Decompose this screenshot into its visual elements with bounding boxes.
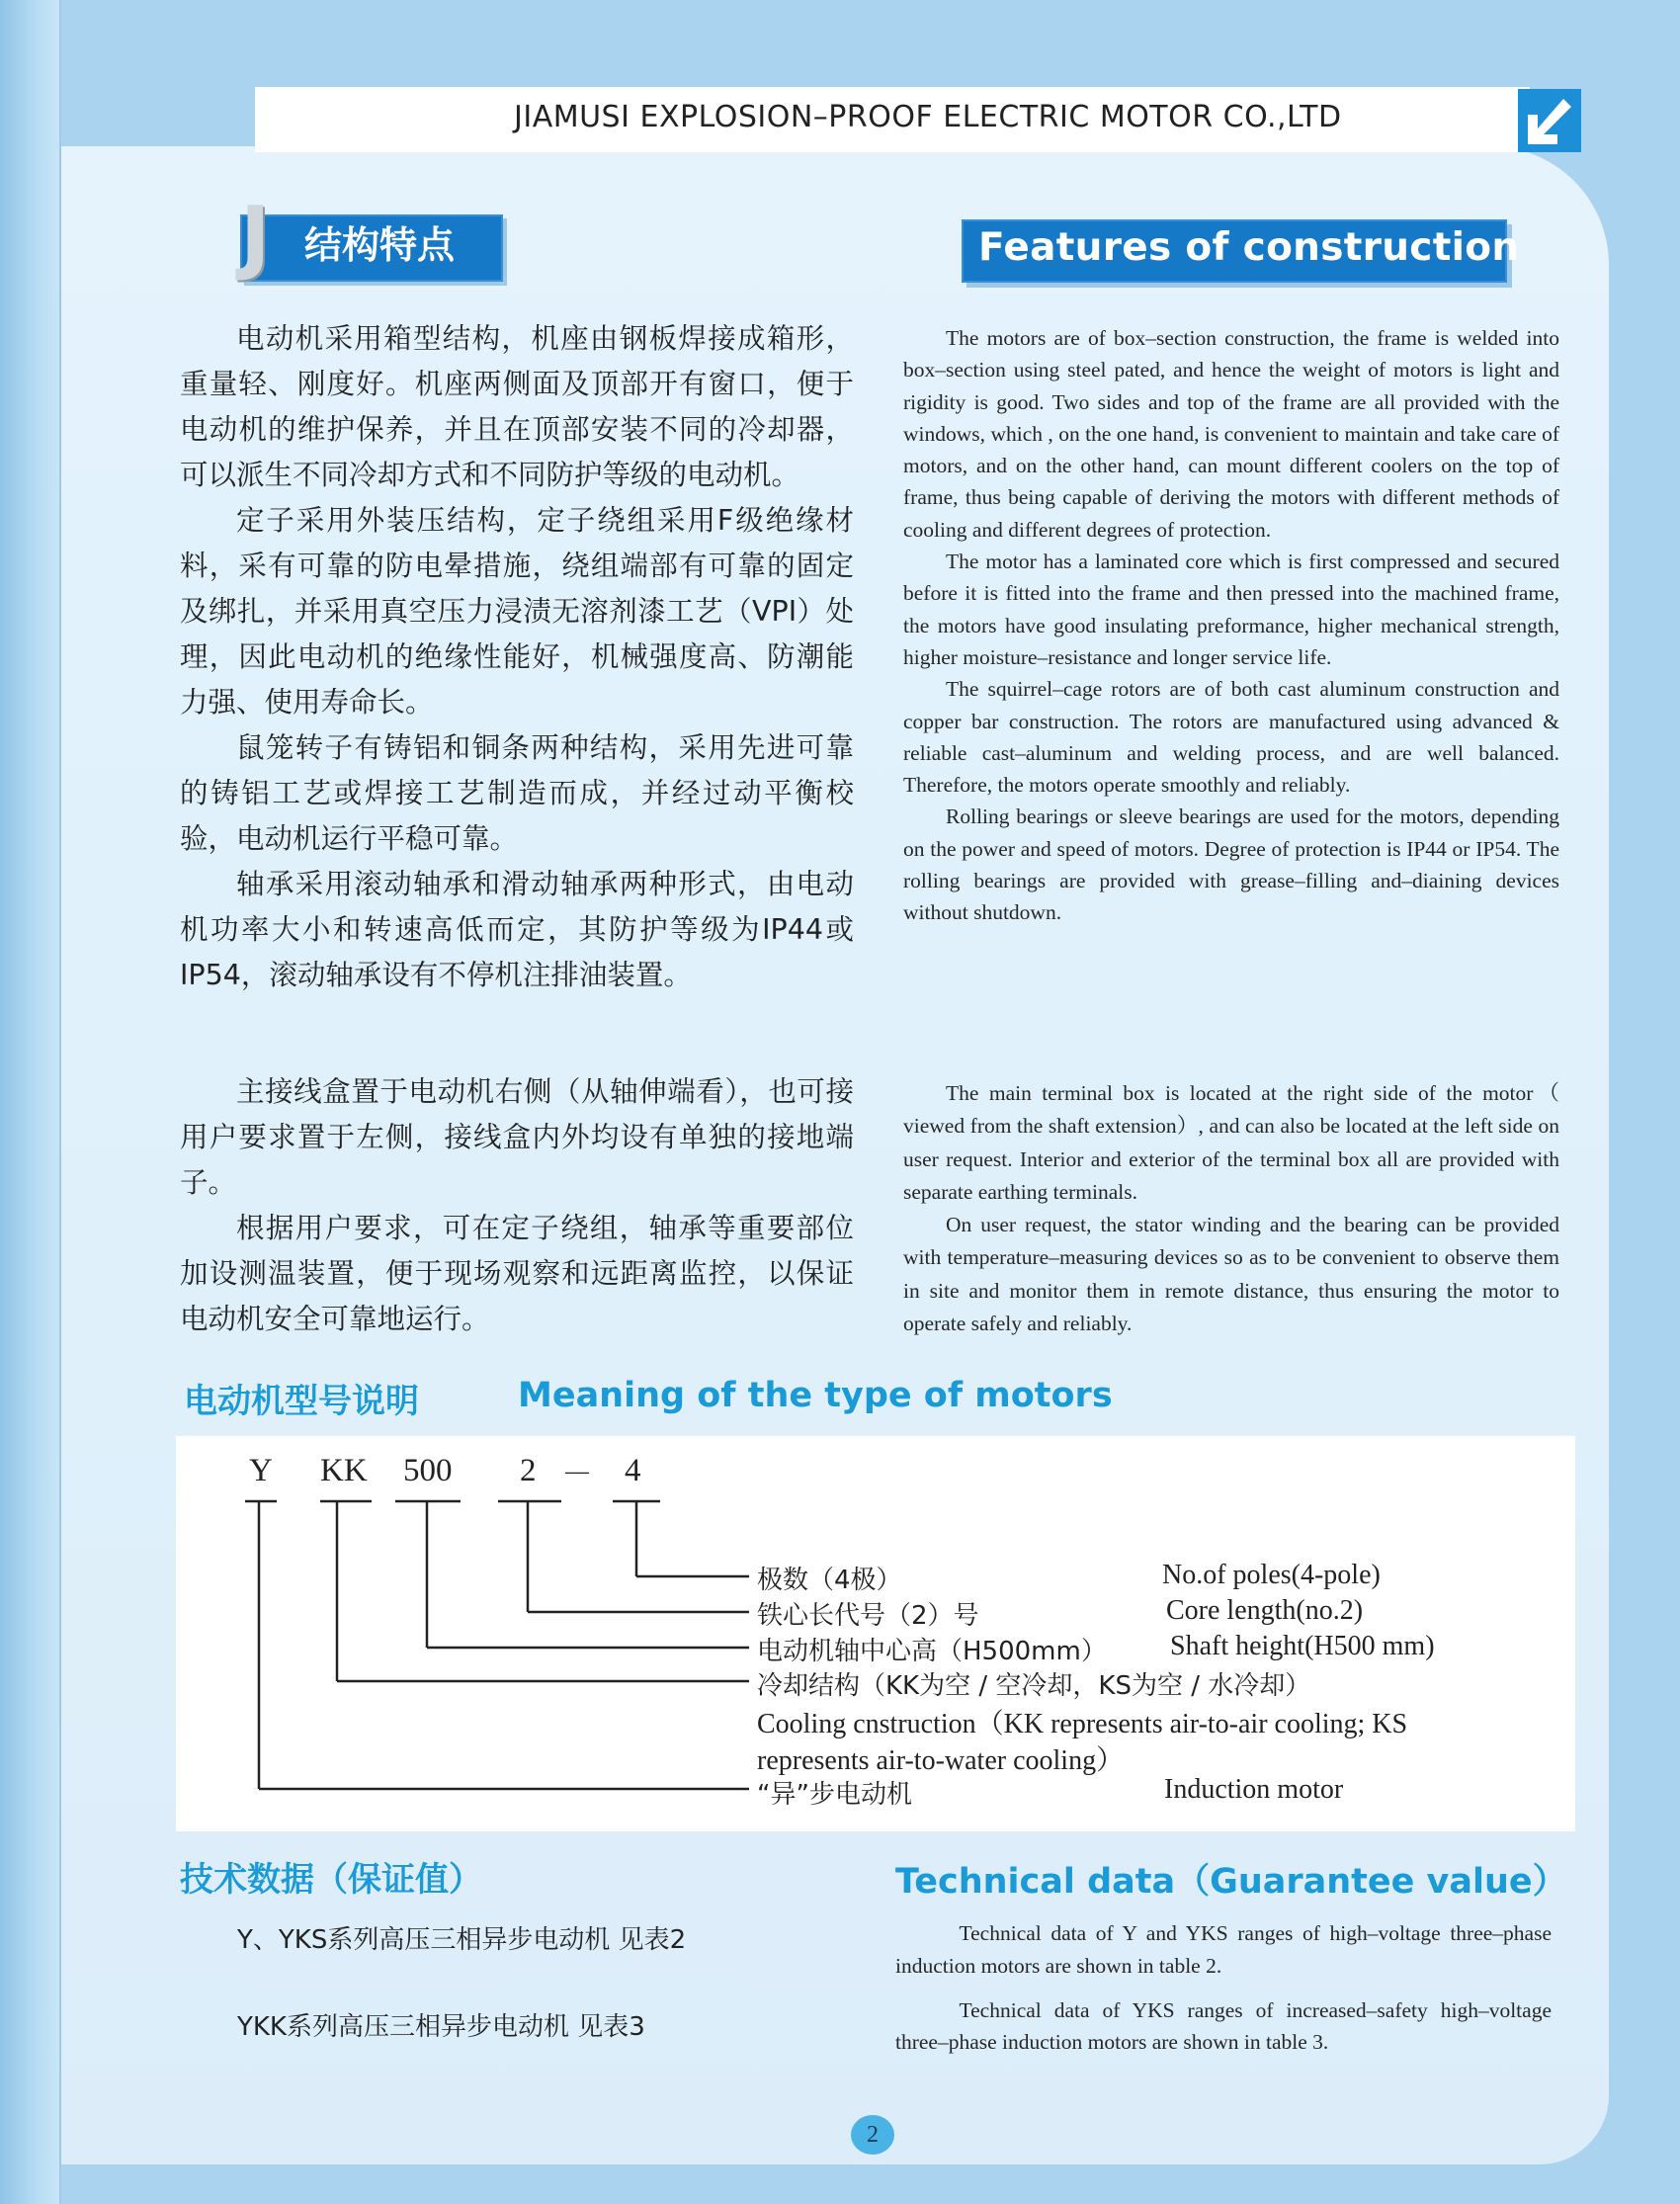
legend-induction-cn: “异”步电动机 bbox=[757, 1780, 912, 1810]
technical-cn-item: Y、YKS系列高压三相异步电动机 见表2 bbox=[237, 1925, 687, 1955]
badge-letter-j: J bbox=[240, 190, 271, 284]
technical-en-item bbox=[895, 1994, 1552, 2058]
features-en-para: On user request, the stator winding and the bearing can be provided with temperature–measuring devices so as to be convenient to observe them in site and monitor them in remote distance, thus ensuring the motor to operate safely and reliably. bbox=[903, 1213, 1559, 1336]
legend-height-en: Shaft height(H500 mm) bbox=[1170, 1631, 1435, 1661]
code-y: Y bbox=[249, 1453, 273, 1488]
legend-cooling-cn: 冷却结构（KK为空 / 空冷却，KS为空 / 水冷却） bbox=[757, 1671, 1311, 1701]
technical-cn-item: YKK系列高压三相异步电动机 见表3 bbox=[237, 2012, 645, 2042]
features-en-para: The main terminal box is located at the right side of the motor（ viewed from the shaft extension）, and can also be located at the left side on user request. Interior and exterior of the terminal box all are provided with separate earthing terminals. bbox=[903, 1081, 1559, 1204]
features-title-en: Features of construction bbox=[978, 225, 1520, 270]
features-en-para: The motor has a laminated core which is first compressed and secured before it is fitted into the frame and then pressed into the machined frame, the motors have good insulating preformance, higher mechanical strength, higher moisture–resistance and longer service life. bbox=[903, 550, 1559, 669]
legend-poles-cn: 极数（4极） bbox=[757, 1566, 902, 1595]
company-name: JIAMUSI EXPLOSION–PROOF ELECTRIC MOTOR CO.,LTD bbox=[514, 100, 1342, 134]
legend-induction-en: Induction motor bbox=[1164, 1774, 1344, 1805]
features-title-cn: 结构特点 bbox=[304, 223, 456, 267]
technical-title-cn: 技术数据（保证值） bbox=[180, 1860, 482, 1900]
features-en-para: The squirrel–cage rotors are of both cast aluminum construction and copper bar construction. The rotors are manufactured using advanced & reliable cast–aluminum and welding process, and are well balanced. Therefore, the motors operate smoothly and reliably. bbox=[903, 677, 1559, 798]
code-poles: 4 bbox=[625, 1453, 641, 1488]
features-en-block-2 bbox=[903, 1077, 1559, 1340]
arrow-down-left-icon bbox=[1518, 89, 1581, 152]
features-cn-para: 根据用户要求，可在定子绕组，轴承等重要部位加设测温装置，便于现场观察和远距离监控，以保证电动机安全可靠地运行。 bbox=[180, 1212, 854, 1335]
legend-cooling-en: Cooling cnstruction（KK represents air-to-air cooling; KS bbox=[757, 1709, 1408, 1739]
code-dash: — bbox=[565, 1459, 589, 1484]
code-core: 2 bbox=[520, 1453, 537, 1488]
features-cn-para: 鼠笼转子有铸铝和铜条两种结构，采用先进可靠的铸铝工艺或焊接工艺制造而成，并经过动平衡校验，电动机运行平稳可靠。 bbox=[180, 731, 854, 855]
features-cn-para: 轴承采用滚动轴承和滑动轴承两种形式，由电动机功率大小和转速高低而定，其防护等级为IP44或IP54，滚动轴承设有不停机注排油装置。 bbox=[180, 868, 854, 991]
features-cn-block-2 bbox=[180, 1069, 854, 1342]
features-en-para: The motors are of box–section construction, the frame is welded into box–section using steel pated, and hence the weight of motors is light and rigidity is good. Two sides and top of the frame are all provided with the windows, which , on the one hand, is convenient to maintain and take care of motors, and on the other hand, can mount different coolers on the top of frame, thus being capable of deriving the motors with different methods of cooling and different degrees of protection. bbox=[903, 326, 1559, 542]
features-cn-para: 定子采用外装压结构，定子绕组采用F级绝缘材料，采有可靠的防电晕措施，绕组端部有可靠的固定及绑扎，并采用真空压力浸渍无溶剂漆工艺（VPI）处理，因此电动机的绝缘性能好，机械强度高、防潮能力强、使用寿命长。 bbox=[180, 504, 854, 719]
features-cn-para: 电动机采用箱型结构，机座由钢板焊接成箱形，重量轻、刚度好。机座两侧面及顶部开有窗口，便于电动机的维护保养，并且在顶部安装不同的冷却器，可以派生不同冷却方式和不同防护等级的电动机。 bbox=[180, 322, 854, 491]
type-title-en: Meaning of the type of motors bbox=[518, 1376, 1113, 1415]
technical-en-para: Technical data of Y and YKS ranges of high–voltage three–phase induction motors are shown in table 2. bbox=[895, 1921, 1552, 1978]
type-title-cn: 电动机型号说明 bbox=[184, 1382, 419, 1421]
code-kk: KK bbox=[320, 1453, 368, 1488]
page-number: 2 bbox=[851, 2115, 894, 2155]
legend-core-en: Core length(no.2) bbox=[1166, 1595, 1364, 1626]
legend-core-cn: 铁心长代号（2）号 bbox=[757, 1601, 979, 1631]
features-cn-block-1 bbox=[180, 316, 854, 998]
features-cn-para: 主接线盒置于电动机右侧（从轴伸端看），也可接用户要求置于左侧，接线盒内外均设有单独的接地端子。 bbox=[180, 1075, 854, 1199]
features-en-block-1 bbox=[903, 322, 1559, 929]
page-spine bbox=[0, 0, 61, 2204]
technical-en-item bbox=[895, 1917, 1552, 1983]
features-en-para: Rolling bearings or sleeve bearings are used for the motors, depending on the power and speed of motors. Degree of protection is IP44 or IP54. The rolling bearings are provided with grease–filling and–diaining devices without shutdown. bbox=[903, 805, 1559, 925]
technical-title-en: Technical data（Guarantee value） bbox=[895, 1862, 1567, 1902]
code-height: 500 bbox=[403, 1453, 453, 1488]
legend-cooling-en-2: represents air-to-water cooling） bbox=[757, 1745, 1125, 1776]
legend-height-cn: 电动机轴中心高（H500mm） bbox=[757, 1637, 1107, 1666]
technical-en-para: Technical data of YKS ranges of increased–safety high–voltage three–phase induction motors are shown in table 3. bbox=[895, 1998, 1552, 2054]
legend-poles-en: No.of poles(4-pole) bbox=[1162, 1560, 1381, 1590]
